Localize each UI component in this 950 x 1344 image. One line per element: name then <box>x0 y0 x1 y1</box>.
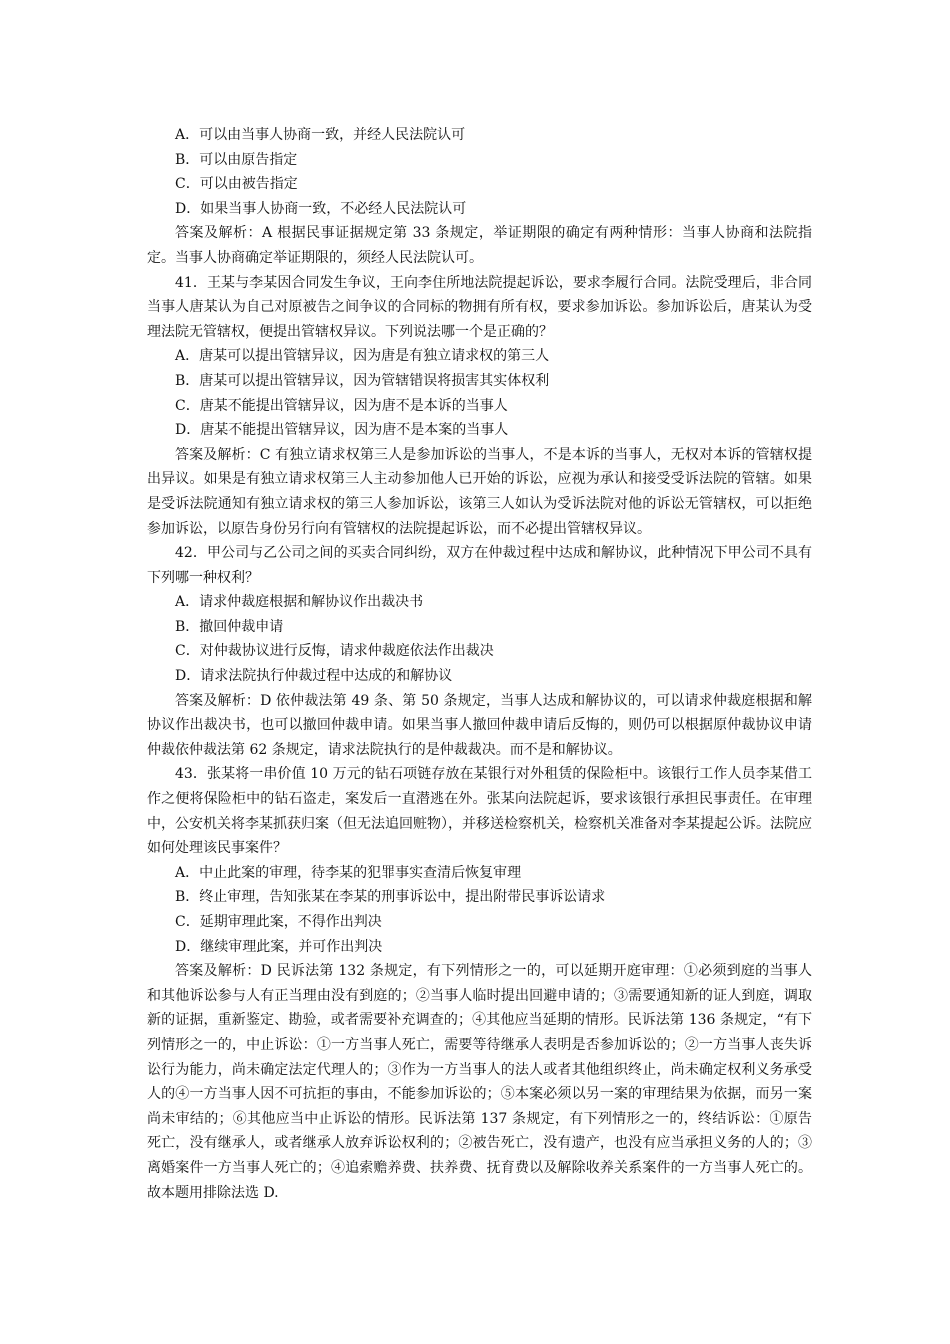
q40-option-d: D．如果当事人协商一致，不必经人民法院认可 <box>175 200 467 217</box>
q42-option-d: D．请求法院执行仲裁过程中达成的和解协议 <box>175 668 453 685</box>
q43-option-b: B．终止审理，告知张某在李某的刑事诉讼中，提出附带民事诉讼请求 <box>175 889 606 906</box>
q40-option-b: B．可以由原告指定 <box>175 151 298 168</box>
q42-answer: 答案及解析：D 依仲裁法第 49 条、第 50 条规定，当事人达成和解协议的，可以请求仲裁庭根据和解协议作出裁决书，也可以撤回仲裁申请。如果当事人撤回仲裁申请后反悔的，则仍可以根据原仲裁协议申请仲裁依仲裁法第 62 条规定，请求法院执行的是仲裁裁决。而不是和解协议。 <box>147 692 812 758</box>
q41-option-b: B．唐某可以提出管辖异议，因为管辖错误将损害其实体权利 <box>175 372 550 389</box>
q42-stem: 42．甲公司与乙公司之间的买卖合同纠纷，双方在仲裁过程中达成和解协议，此种情况下甲公司不具有下列哪一种权利？ <box>147 545 812 586</box>
q43-option-d: D．继续审理此案，并可作出判决 <box>175 938 383 955</box>
q43-answer: 答案及解析：D 民诉法第 132 条规定，有下列情形之一的，可以延期开庭审理：①必须到庭的当事人和其他诉讼参与人有正当理由没有到庭的；②当事人临时提出回避申请的；③需要通知新的证人到庭，调取新的证据，重新鉴定、勘验，或者需要补充调查的；④其他应当延期的情形。民诉法第 136 条规定，“有下列情形之一的，中止诉讼：①一方当事人死亡，需要等待继承人表明是否参加诉讼的；②一方当事人丧失诉讼行为能力，尚未确定法定代理人的；③作为一方当事人的法人或者其他组织终止，尚未确定权利义务承受人的④一方当事人因不可抗拒的事由，不能参加诉讼的；⑤本案必须以另一案的审理结果为依据，而另一案尚未审结的；⑥其他应当中止诉讼的情形。民诉法第 137 条规定，有下列情形之一的，终结诉讼：①原告死亡，没有继承人，或者继承人放弃诉讼权利的；②被告死亡，没有遗产，也没有应当承担义务的人的；③离婚案件一方当事人死亡的；④追索赡养费、扶养费、抚育费以及解除收养关系案件的一方当事人死亡的。故本题用排除法选 D. <box>147 963 812 1201</box>
q41-stem: 41．王某与李某因合同发生争议，王向李住所地法院提起诉讼，要求李履行合同。法院受理后，非合同当事人唐某认为自己对原被告之间争议的合同标的物拥有所有权，要求参加诉讼。参加诉讼后，唐某认为受理法院无管辖权，便提出管辖权异议。下列说法哪一个是正确的？ <box>147 274 812 340</box>
q43-option-c: C．延期审理此案，不得作出判决 <box>175 914 382 930</box>
q42-option-a: A．请求仲裁庭根据和解协议作出裁决书 <box>175 594 424 611</box>
q42-option-b: B．撤回仲裁申请 <box>175 618 284 635</box>
q41-option-a: A．唐某可以提出管辖异议，因为唐是有独立请求权的第三人 <box>175 348 550 365</box>
q40-option-c: C．可以由被告指定 <box>175 176 298 193</box>
q41-option-d: D．唐某不能提出管辖异议，因为唐不是本案的当事人 <box>175 422 509 439</box>
document-page <box>147 123 812 1205</box>
q41-answer: 答案及解析：C 有独立请求权第三人是参加诉讼的当事人，不是本诉的当事人，无权对本诉的管辖权提出异议。如果是有独立请求权第三人主动参加他人已开始的诉讼，应视为承认和接受受诉法院的管辖。如果是受诉法院通知有独立请求权的第三人参加诉讼，该第三人如认为受诉法院对他的诉讼无管辖权，可以拒绝参加诉讼，以原告身份另行向有管辖权的法院提起诉讼，而不必提出管辖权异议。 <box>147 446 812 537</box>
q40-answer: 答案及解析：A 根据民事证据规定第 33 条规定，举证期限的确定有两种情形：当事人协商和法院指定。当事人协商确定举证期限的，须经人民法院认可。 <box>147 225 812 266</box>
q43-option-a: A．中止此案的审理，待李某的犯罪事实查清后恢复审理 <box>175 864 522 881</box>
q41-option-c: C．唐某不能提出管辖异议，因为唐不是本诉的当事人 <box>175 397 508 414</box>
q42-option-c: C．对仲裁协议进行反悔，请求仲裁庭依法作出裁决 <box>175 643 494 660</box>
q43-stem: 43．张某将一串价值 10 万元的钻石项链存放在某银行对外租赁的保险柜中。该银行工作人员李某借工作之便将保险柜中的钻石盗走，案发后一直潜逃在外。张某向法院起诉，要求该银行承担民事责任。在审理中，公安机关将李某抓获归案（但无法追回赃物），并移送检察机关，检察机关准备对李某提起公诉。法院应如何处理该民事案件？ <box>147 766 812 857</box>
q40-option-a: A．可以由当事人协商一致，并经人民法院认可 <box>175 127 466 143</box>
